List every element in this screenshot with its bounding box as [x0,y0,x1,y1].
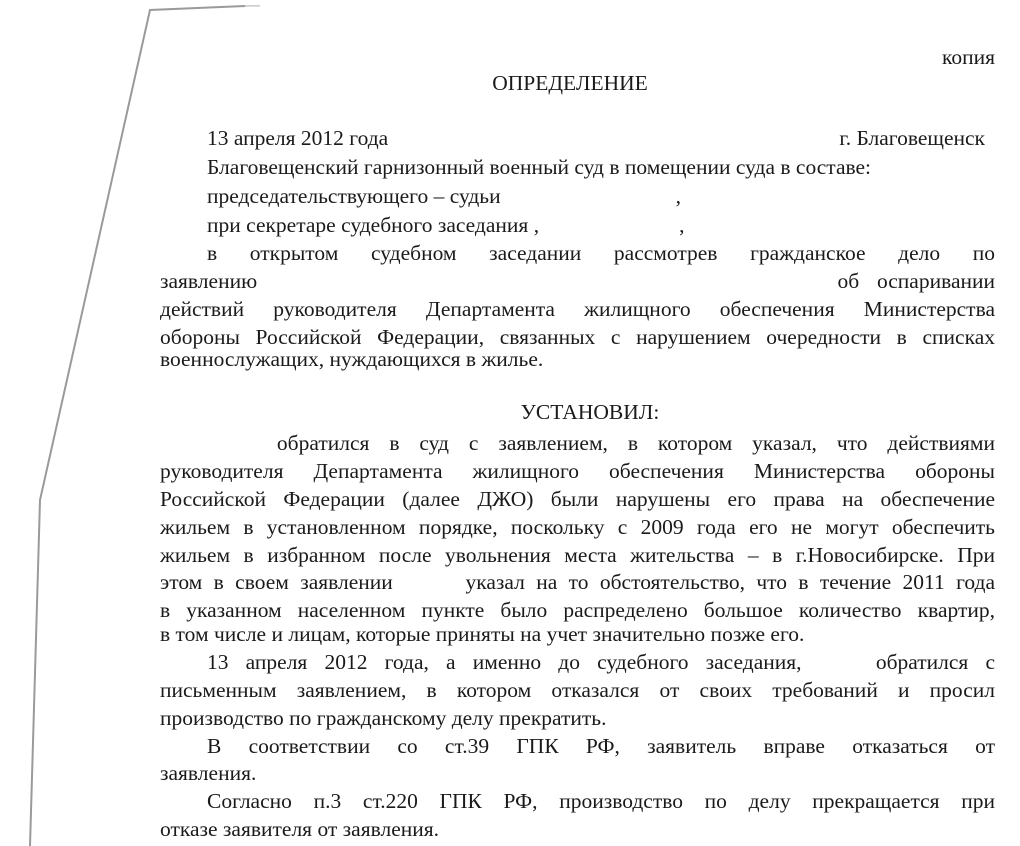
redacted-name [404,579,454,589]
redacted-name [501,193,676,203]
text-part: обратился с [875,650,996,674]
document-date: 13 апреля 2012 года [207,126,389,150]
text-line: действий руководителя Департамента жилищного обеспечения Министерства [160,297,995,321]
text-line [207,648,995,676]
text-line: жильем в избранном после увольнения места жительства – в г.Новосибирске. При [160,543,995,567]
document-city: г. Благовещенск [839,126,985,150]
text-line: производство по гражданскому делу прекратить. [160,706,607,730]
text-part: об оспаривании [837,269,995,293]
redacted-name [819,659,859,669]
text-line: заявления. [160,761,257,785]
judge-line [207,182,681,210]
text-line: Согласно п.3 ст.220 ГПК РФ, производство по делу прекращается при [207,789,995,813]
text-line: Российской Федерации (далее ДЖО) были нарушены его права на обеспечение [160,487,995,511]
text-line: отказе заявителя от заявления. [160,817,440,841]
document-title: ОПРЕДЕЛЕНИЕ [492,71,648,95]
redacted-name [539,222,679,232]
redacted-name [207,440,257,450]
punct: , [675,184,681,208]
text-part: 13 апреля 2012 года, а именно до судебного заседания, [207,650,802,674]
text-line: в том числе и лицам, которые приняты на учет значительно позже его. [160,622,805,646]
text-line: В соответствии со ст.39 ГПК РФ, заявитель вправе отказаться от [207,734,995,758]
text-line: жильем в установленном порядке, поскольку с 2009 года его не могут обеспечить [160,515,995,539]
text-part: указал на то обстоятельство, что в течение 2011 года [465,570,995,594]
secretary-line [207,211,684,239]
section-title: УСТАНОВИЛ: [520,400,660,424]
text-part: заявлению [160,269,258,293]
secretary-label: при секретаре судебного заседания , [207,213,540,237]
copy-mark: копия [941,45,995,69]
punct: , [679,213,685,237]
text-line: в открытом судебном заседании рассмотрев гражданское дело по [207,241,995,265]
text-line: в указанном населенном пункте было распределено большое количество квартир, [160,598,995,622]
judge-label: председательствующего – судьи [207,184,501,208]
text-line: руководителя Департамента жилищного обеспечения Министерства обороны [160,459,995,483]
court-composition: Благовещенский гарнизонный военный суд в помещении суда в составе: [207,155,872,179]
text-line: военнослужащих, нуждающихся в жилье. [160,347,544,371]
text-line [160,568,995,596]
text-part: обратился в суд с заявлением, в котором указал, что действиями [276,431,995,455]
text-line: письменным заявлением, в котором отказался от своих требований и просил [160,678,995,702]
text-line [160,267,995,295]
text-part: этом в своем заявлении [160,570,393,594]
text-line [207,429,995,457]
redacted-name [275,278,820,288]
text-line: обороны Российской Федерации, связанных с нарушением очередности в списках [160,325,995,349]
